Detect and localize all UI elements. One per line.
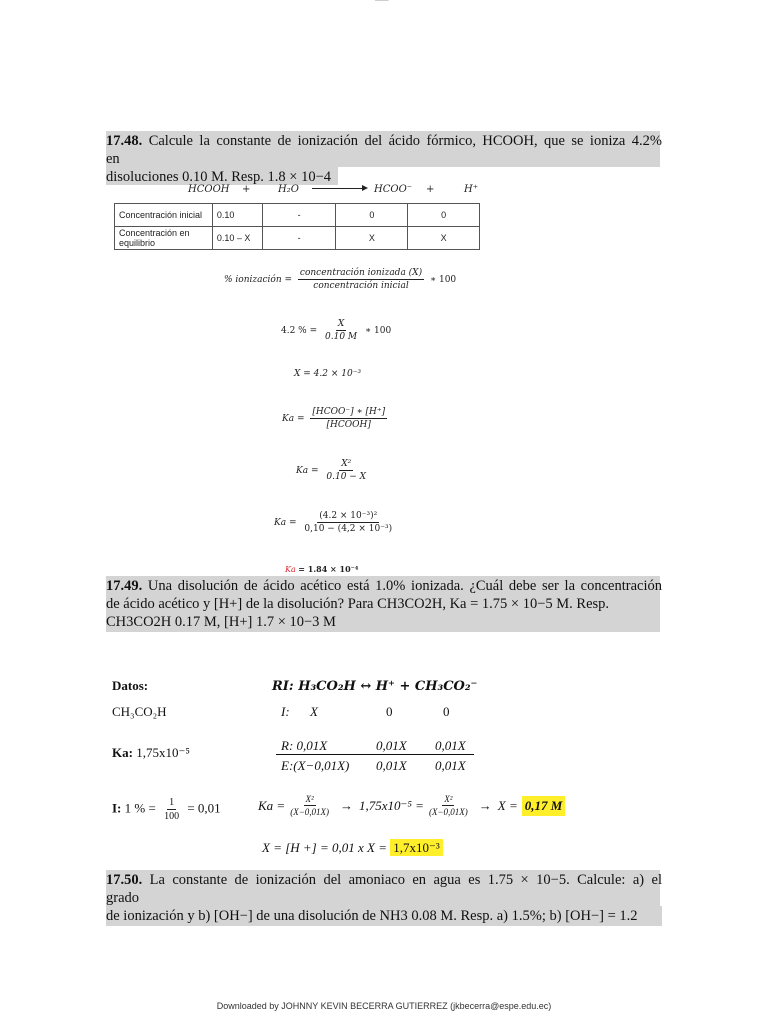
eq-den: 0,10 − (4,2 × 10⁻³): [304, 524, 393, 534]
problem-1749-line2: de ácido acético y [H+] de la disolución? Para CH3CO2H, Ka = 1.75 × 10−5 M. Resp.: [106, 596, 610, 612]
reaction-arrow: [312, 188, 366, 189]
equation-ka-substituted: [274, 511, 397, 534]
problem-1748-number: 17.48.: [106, 133, 143, 149]
highlighted-result: 0,17 M: [522, 796, 566, 816]
eq-tail: ∗ 100: [365, 326, 392, 336]
eq-num: X²: [444, 794, 453, 804]
reaction-product-2: H⁺: [464, 184, 478, 195]
row-r-h: 0,01X: [376, 738, 407, 753]
row-e-h: 0,01X: [376, 758, 407, 773]
table-cell: 0: [408, 204, 480, 227]
table-cell: 0: [336, 204, 408, 227]
problem-1750-number: 17.50.: [106, 872, 143, 888]
eq-den: concentración inicial: [313, 281, 409, 291]
eq-num: X: [337, 319, 345, 329]
equation-x-value: X = 4.2 × 10⁻³: [294, 369, 362, 379]
table-cell: X: [408, 227, 480, 250]
problem-1748-line1: Calcule la constante de ionización del ácido fórmico, HCOOH, que se ioniza 4.2%: [142, 133, 662, 149]
row-r-label: R: 0,01X: [281, 738, 328, 753]
equation-solve-x: [258, 794, 565, 817]
problem-1749-number: 17.49.: [106, 578, 143, 594]
problem-1749: [106, 577, 662, 631]
eq-den: (X−0,01X): [428, 807, 468, 817]
datos-ka: [112, 745, 190, 761]
row-e-ac: 0,01X: [435, 758, 466, 773]
table-cell: 0.10: [212, 204, 262, 227]
arrow-icon: →: [340, 797, 354, 813]
download-footer: Downloaded by JOHNNY KEVIN BECERRA GUTIERREZ (jkbecerra@espe.edu.ec): [216, 1001, 552, 1011]
table-cell-label: Concentración inicial: [115, 204, 213, 227]
datos-ionization: [112, 797, 221, 822]
table-cell: 0.10 – X: [212, 227, 262, 250]
eq-x: X =: [497, 797, 518, 813]
problem-1750: [106, 871, 662, 925]
page-top-mark: [375, 0, 389, 2]
h-line: X = [H +] = 0,01 x X =: [262, 840, 387, 855]
eq-ka-lhs: Ka =: [258, 797, 286, 813]
eq-num: X²: [341, 459, 352, 469]
eq-lhs: Ka =: [296, 466, 319, 476]
equation-ka-x: [296, 459, 371, 482]
reaction-plus-2: +: [426, 184, 435, 195]
problem-1748-line2: en: [106, 151, 120, 167]
reaction-arrow-head: [362, 185, 368, 191]
eq-lhs: Ka =: [274, 518, 297, 528]
eq-den: [HCOOH]: [326, 420, 371, 430]
row-r-ac: 0,01X: [435, 738, 466, 753]
row-i-h: 0: [386, 704, 393, 719]
table-cell: -: [262, 204, 336, 227]
table-cell-label: Concentración en equilibrio: [115, 227, 213, 250]
equation-ka-result: [285, 564, 358, 574]
table-cell: -: [262, 227, 336, 250]
problem-1748: [106, 132, 662, 186]
eq-lhs: 4.2 % =: [281, 326, 318, 336]
problem-1750-line2: grado: [106, 890, 140, 906]
reaction-plus-1: +: [242, 184, 251, 195]
eq-den: 0.10 M: [325, 332, 358, 342]
arrow-icon: →: [478, 797, 492, 813]
i-value: 1 % =: [124, 800, 156, 816]
datos-acid: CH₃CO₂H: [112, 704, 167, 719]
eq-num: (4.2 × 10⁻³)²: [319, 511, 378, 521]
problem-1749-line1: Una disolución de ácido acético está 1.0% ionizada. ¿Cuál debe ser la concentración: [142, 578, 662, 594]
concentration-table: [114, 203, 480, 250]
i-den: 100: [164, 811, 180, 822]
ka-label: Ka:: [112, 745, 133, 760]
eq-mid: 1,75x10⁻⁵ =: [359, 797, 424, 813]
problem-1750-line3: de ionización y b) [OH−] de una disolución de NH3 0.08 M. Resp. a) 1.5%; b) [OH−] = 1.2: [106, 908, 638, 924]
reaction-ri: RI: H₃CO₂H ↔ H⁺ + CH₃CO₂⁻: [272, 679, 478, 694]
datos-label: Datos:: [112, 678, 149, 693]
problem-1750-line1: La constante de ionización del amoniaco en agua es 1.75 × 10−5. Calcule: a) el: [142, 872, 662, 888]
reaction-reactant-2: H₂O: [278, 184, 299, 195]
problem-1749-line3: CH3CO2H 0.17 M, [H+] 1.7 × 10−3 M: [106, 614, 336, 630]
problem-1748-line3: disoluciones 0.10 M. Resp. 1.8 × 10−4: [106, 169, 331, 185]
eq-lhs: % ionización =: [224, 275, 293, 285]
row-i-label: I:: [281, 704, 290, 719]
row-i-x: X: [310, 704, 318, 719]
eq-lhs: Ka =: [282, 414, 305, 424]
eq-den: (X−0,01X): [290, 807, 330, 817]
i-result: = 0,01: [187, 800, 221, 816]
equation-percent: [281, 319, 391, 342]
eq-num: X²: [305, 794, 314, 804]
row-e-label: E:(X−0,01X): [281, 758, 350, 773]
eq-num: concentración ionizada (X): [299, 268, 423, 278]
ka-result-value: = 1.84 × 10⁻⁴: [298, 564, 359, 574]
table-row: [115, 227, 480, 250]
ka-value: 1,75x10⁻⁵: [136, 745, 190, 760]
table-row: [115, 204, 480, 227]
eq-tail: ∗ 100: [429, 275, 457, 285]
eq-den: 0.10 − X: [326, 472, 367, 482]
reaction-product-1: HCOO⁻: [374, 184, 413, 195]
equation-h-concentration: [262, 840, 443, 856]
row-i-ac: 0: [443, 704, 450, 719]
highlighted-result: 1,7x10⁻³: [390, 839, 443, 856]
ka-result-label: Ka: [285, 565, 296, 574]
i-num: 1: [169, 797, 175, 808]
rule-line: [276, 754, 474, 755]
eq-num: [HCOO⁻] ∗ [H⁺]: [312, 407, 386, 417]
i-label: I:: [112, 800, 122, 816]
reaction-reactant-1: HCOOH: [188, 184, 230, 195]
table-cell: X: [336, 227, 408, 250]
equation-ka-definition: [282, 407, 390, 430]
equation-ionization: [224, 268, 456, 291]
